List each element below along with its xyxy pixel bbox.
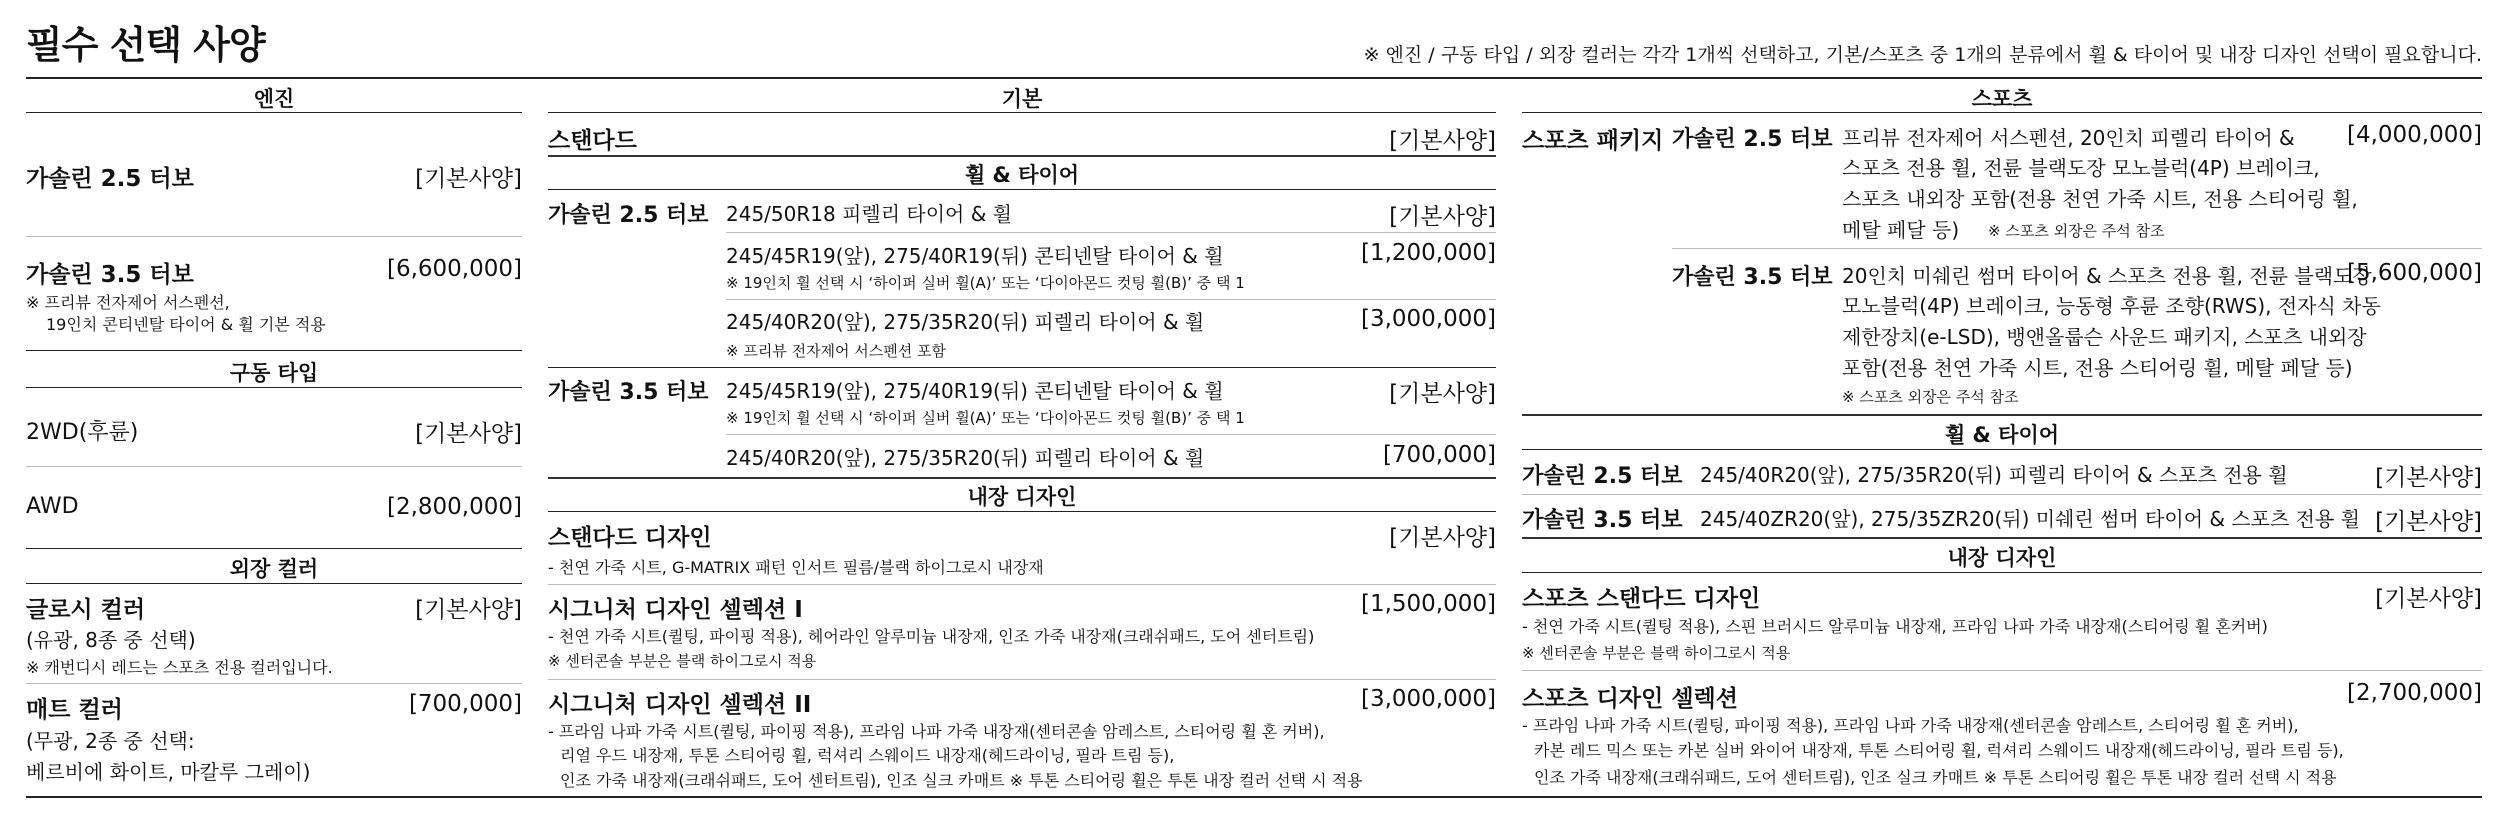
- interior-line: - 프라임 나파 가죽 시트(퀼팅, 파이핑 적용), 프라임 나파 가죽 내장재(센터콘솔 암레스트, 스티어링 휠 혼 커버),: [1522, 716, 2299, 735]
- interior-line: ※ 센터콘솔 부분은 블랙 하이그로시 적용: [548, 652, 817, 670]
- wheel-option-desc: 245/45R19(앞), 275/40R19(뒤) 콘티넨탈 타이어 & 휠: [726, 379, 1224, 403]
- engine-item-name: 가솔린 3.5 터보: [26, 262, 194, 288]
- rule: [1522, 494, 2482, 495]
- interior-price: [3,000,000]: [1360, 686, 1496, 712]
- wheel-option-note: ※ 19인치 휠 선택 시 ‘하이퍼 실버 휠(A)’ 또는 ‘다이아몬드 컷팅 휠(B)’ 중 택 1: [726, 409, 1245, 427]
- package-line: 모노블럭(4P) 브레이크, 능동형 후륜 조향(RWS), 전자식 차동: [1842, 294, 2381, 318]
- color-item-price: [700,000]: [408, 691, 522, 717]
- color-item-name: 매트 컬러: [26, 697, 123, 723]
- interior-line: 인조 가죽 내장재(크래쉬패드, 도어 센터트림), 인조 실크 카매트 ※ 투톤 스티어링 휠은 투톤 내장 컬러 선택 시 적용: [1534, 768, 2337, 787]
- engine-note: 19인치 콘티넨탈 타이어 & 휠 기본 적용: [46, 315, 326, 334]
- interior-line: 카본 레드 믹스 또는 카본 실버 와이어 내장재, 투톤 스티어링 휠, 럭셔리 스웨이드 내장재(헤드라이닝, 필라 트림 등),: [1534, 741, 2344, 760]
- rule: [26, 683, 522, 684]
- interior-line: 인조 가죽 내장재(크래쉬패드, 도어 센터트림), 인조 실크 카매트 ※ 투톤 스티어링 휠은 투톤 내장 컬러 선택 시 적용: [560, 771, 1363, 790]
- sports-wheel-desc: 245/40R20(앞), 275/35R20(뒤) 피렐리 타이어 & 스포츠 전용 휠: [1700, 463, 2288, 487]
- rule: [548, 477, 1496, 479]
- rule: [548, 367, 1496, 368]
- interior-price: [2,700,000]: [2346, 680, 2482, 706]
- wheel-option-price: [기본사양]: [1389, 204, 1496, 230]
- rule: [548, 112, 1496, 113]
- basic-standard-name: 스탠다드: [548, 128, 637, 154]
- rule: [1522, 112, 2482, 113]
- interior-price: [기본사양]: [1389, 525, 1496, 551]
- rule: [26, 112, 522, 113]
- package-line: 제한장치(e-LSD), 뱅앤올룹슨 사운드 패키지, 스포츠 내외장: [1842, 325, 2367, 349]
- rule: [1522, 414, 2482, 416]
- wheel-option-price: [3,000,000]: [1360, 306, 1496, 332]
- rule: [548, 155, 1496, 157]
- package-line: 스포츠 내외장 포함(전용 천연 가죽 시트, 전용 스티어링 휠,: [1842, 187, 2358, 211]
- rule: [26, 236, 522, 237]
- drive-item-price: [2,800,000]: [386, 494, 522, 520]
- engine-item-price: [기본사양]: [415, 166, 522, 192]
- engine-header: 엔진: [253, 87, 295, 111]
- basic-wheel-engine: 가솔린 3.5 터보: [548, 380, 709, 405]
- engine-item-price: [6,600,000]: [386, 256, 522, 282]
- drive-item-price: [기본사양]: [415, 421, 522, 447]
- interior-name: 스포츠 스탠다드 디자인: [1522, 586, 1761, 612]
- package-price: [4,000,000]: [2346, 122, 2482, 148]
- rule: [26, 350, 522, 351]
- rule: [1522, 572, 2482, 573]
- package-line: 스포츠 전용 휠, 전륜 블랙도장 모노블럭(4P) 브레이크,: [1842, 156, 2320, 180]
- basic-wheel-engine: 가솔린 2.5 터보: [548, 203, 709, 228]
- color-item-sub: 베르비에 화이트, 마칼루 그레이): [26, 760, 311, 784]
- basic-interior-header: 내장 디자인: [967, 485, 1077, 509]
- rule: [26, 548, 522, 549]
- wheel-option-desc: 245/40R20(앞), 275/35R20(뒤) 피렐리 타이어 & 휠: [726, 446, 1205, 470]
- package-line: 20인치 미쉐린 썸머 타이어 & 스포츠 전용 휠, 전륜 블랙도장: [1842, 264, 2372, 288]
- rule: [1522, 537, 2482, 539]
- rule: [548, 584, 1496, 585]
- color-item-price: [기본사양]: [415, 597, 522, 623]
- drive-header: 구동 타입: [229, 361, 319, 385]
- interior-price: [기본사양]: [2375, 586, 2482, 612]
- color-item-name: 글로시 컬러: [26, 597, 146, 623]
- rule: [26, 583, 522, 584]
- page-title: 필수 선택 사양: [26, 23, 265, 67]
- wheel-option-desc: 245/50R18 피렐리 타이어 & 휠: [726, 202, 1012, 226]
- color-item-note: ※ 캐번디시 레드는 스포츠 전용 컬러입니다.: [26, 658, 333, 677]
- engine-note: ※ 프리뷰 전자제어 서스펜션,: [26, 293, 230, 312]
- interior-line: - 천연 가죽 시트(퀼팅, 파이핑 적용), 헤어라인 알루미늄 내장재, 인조 가죽 내장재(크래쉬패드, 도어 센터트림): [548, 627, 1315, 646]
- rule: [726, 434, 1496, 435]
- rule: [726, 232, 1496, 233]
- sports-wheel-engine: 가솔린 3.5 터보: [1522, 508, 1683, 533]
- wheel-option-desc: 245/45R19(앞), 275/40R19(뒤) 콘티넨탈 타이어 & 휠: [726, 244, 1224, 268]
- sports-wheel-price: [기본사양]: [2375, 509, 2482, 535]
- interior-line: ※ 센터콘솔 부분은 블랙 하이그로시 적용: [1522, 644, 1791, 662]
- color-header: 외장 컬러: [229, 557, 319, 581]
- wheel-option-note: ※ 프리뷰 전자제어 서스펜션 포함: [726, 342, 947, 360]
- interior-name: 시그니처 디자인 셀렉션 I: [548, 597, 803, 623]
- interior-line: 리얼 우드 내장재, 투톤 스티어링 휠, 럭셔리 스웨이드 내장재(헤드라이닝, 필라 트림 등),: [560, 746, 1175, 765]
- sports-package-label: 스포츠 패키지: [1522, 128, 1664, 154]
- rule: [1672, 248, 2482, 249]
- package-line: 메탈 페달 등): [1842, 218, 1960, 242]
- basic-wheel-header: 휠 & 타이어: [964, 163, 1080, 187]
- package-note: ※ 스포츠 외장은 주석 참조: [1988, 222, 2165, 240]
- interior-line: - 천연 가죽 시트(퀼팅 적용), 스핀 브러시드 알루미늄 내장재, 프라임 나파 가죽 내장재(스티어링 휠 혼커버): [1522, 617, 2268, 636]
- wheel-option-desc: 245/40R20(앞), 275/35R20(뒤) 피렐리 타이어 & 휠: [726, 310, 1205, 334]
- rule: [548, 511, 1496, 512]
- sports-wheel-engine: 가솔린 2.5 터보: [1522, 464, 1683, 489]
- wheel-option-price: [1,200,000]: [1360, 240, 1496, 266]
- interior-name: 스탠다드 디자인: [548, 525, 712, 551]
- color-item-sub: (무광, 2종 중 선택:: [26, 729, 195, 753]
- rule: [26, 466, 522, 467]
- sports-wheel-desc: 245/40ZR20(앞), 275/35ZR20(뒤) 미쉐린 썸머 타이어 & 스포츠 전용 휠: [1700, 507, 2360, 531]
- basic-standard-price: [기본사양]: [1389, 128, 1496, 154]
- drive-item-name: 2WD(후륜): [26, 420, 139, 445]
- top-rule: [26, 77, 2482, 79]
- interior-line: - 천연 가죽 시트, G-MATRIX 패턴 인서트 필름/블랙 하이그로시 내장재: [548, 558, 1044, 577]
- basic-header: 기본: [1001, 87, 1043, 111]
- package-line: 포함(전용 천연 가죽 시트, 전용 스티어링 휠, 메탈 페달 등): [1842, 356, 2353, 380]
- wheel-option-note: ※ 19인치 휠 선택 시 ‘하이퍼 실버 휠(A)’ 또는 ‘다이아몬드 컷팅 휠(B)’ 중 택 1: [726, 274, 1245, 292]
- engine-item-name: 가솔린 2.5 터보: [26, 166, 194, 192]
- package-line: 프리뷰 전자제어 서스펜션, 20인치 피렐리 타이어 &: [1842, 126, 2295, 150]
- sports-wheel-header: 휠 & 타이어: [1944, 423, 2060, 447]
- interior-price: [1,500,000]: [1360, 591, 1496, 617]
- rule: [548, 189, 1496, 190]
- color-item-sub: (유광, 8종 중 선택): [26, 628, 196, 652]
- drive-item-name: AWD: [26, 494, 79, 519]
- sports-interior-header: 내장 디자인: [1947, 546, 2057, 570]
- top-note: ※ 엔진 / 구동 타입 / 외장 컬러는 각각 1개씩 선택하고, 기본/스포츠 중 1개의 분류에서 휠 & 타이어 및 내장 디자인 선택이 필요합니다.: [1363, 44, 2482, 66]
- interior-name: 스포츠 디자인 셀렉션: [1522, 686, 1738, 712]
- package-note: ※ 스포츠 외장은 주석 참조: [1842, 388, 2019, 406]
- rule: [26, 387, 522, 388]
- wheel-option-price: [기본사양]: [1389, 381, 1496, 407]
- bottom-rule: [26, 796, 2482, 798]
- package-engine: 가솔린 3.5 터보: [1672, 265, 1833, 290]
- interior-line: - 프라임 나파 가죽 시트(퀼팅, 파이핑 적용), 프라임 나파 가죽 내장재(센터콘솔 암레스트, 스티어링 휠 혼 커버),: [548, 722, 1325, 741]
- rule: [548, 679, 1496, 680]
- sports-header: 스포츠: [1971, 87, 2033, 111]
- interior-name: 시그니처 디자인 셀렉션 II: [548, 692, 812, 718]
- rule: [726, 299, 1496, 300]
- rule: [1522, 670, 2482, 671]
- wheel-option-price: [700,000]: [1382, 442, 1496, 468]
- package-engine: 가솔린 2.5 터보: [1672, 127, 1833, 152]
- sports-wheel-price: [기본사양]: [2375, 465, 2482, 491]
- package-price: [5,600,000]: [2346, 260, 2482, 286]
- rule: [1522, 449, 2482, 450]
